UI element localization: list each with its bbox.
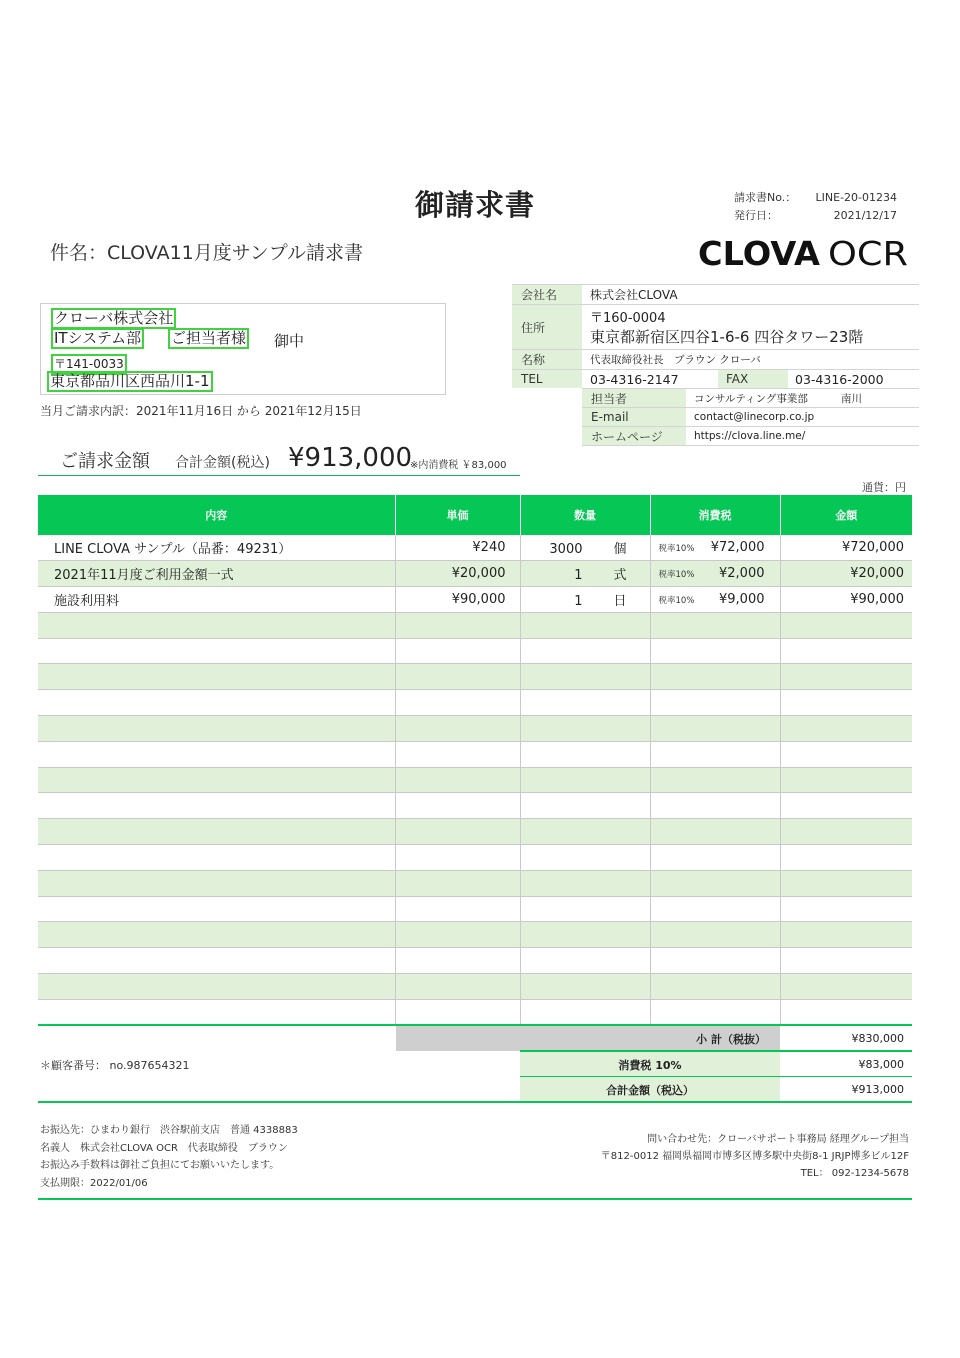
invoice-subject: 件名：CLOVA11月度サンプル請求書 xyxy=(50,242,364,264)
empty-cell xyxy=(650,767,780,793)
empty-cell xyxy=(780,896,912,922)
row-tax-value: ¥2,000 xyxy=(719,566,765,582)
row-tax-value: ¥72,000 xyxy=(710,540,765,556)
document-title: 御請求書 xyxy=(414,188,535,222)
empty-cell xyxy=(520,870,650,896)
customer-zip: 〒141-0033 xyxy=(51,354,127,375)
empty-cell xyxy=(38,922,395,948)
billing-period: 当月ご請求内訳：2021年11月16日 から 2021年12月15日 xyxy=(40,404,362,418)
empty-cell xyxy=(38,716,395,742)
empty-cell xyxy=(520,716,650,742)
empty-cell xyxy=(650,896,780,922)
issue-date-label: 発行日： xyxy=(734,209,778,222)
issuer-fax: 03-4316-2000 xyxy=(788,370,919,388)
empty-cell xyxy=(520,999,650,1025)
empty-cell xyxy=(520,845,650,871)
empty-cell xyxy=(38,845,395,871)
customer-department: ITシステム部 xyxy=(51,328,144,349)
header-unit-price: 単価 xyxy=(395,495,520,535)
customer-department-line xyxy=(51,328,144,349)
customer-company: クローバ株式会社 xyxy=(51,308,176,329)
table-row xyxy=(38,561,912,587)
customer-person-line xyxy=(168,328,249,349)
issue-date xyxy=(734,207,897,223)
empty-table-row xyxy=(38,845,912,871)
issuer-tel-row xyxy=(512,370,919,388)
invoice-number xyxy=(734,189,897,205)
empty-cell xyxy=(395,690,520,716)
issuer-email-label: E-mail xyxy=(582,408,686,426)
inquiry-address: 〒812-0012 福岡県福岡市博多区博多駅中央街8-1 JRJP博多ビル12F xyxy=(600,1151,909,1162)
issuer-address-block xyxy=(582,305,919,349)
issuer-company: 株式会社CLOVA xyxy=(582,285,919,304)
empty-cell xyxy=(395,819,520,845)
billing-amount xyxy=(38,440,520,476)
billing-total: ¥913,000 xyxy=(288,443,413,473)
issuer-homepage: https://clova.line.me/ xyxy=(686,427,919,445)
row-amount: ¥20,000 xyxy=(780,561,912,587)
empty-cell xyxy=(650,819,780,845)
empty-cell xyxy=(38,793,395,819)
empty-cell xyxy=(395,922,520,948)
empty-table-row xyxy=(38,741,912,767)
empty-cell xyxy=(395,896,520,922)
empty-cell xyxy=(520,690,650,716)
empty-cell xyxy=(520,948,650,974)
empty-cell xyxy=(780,870,912,896)
row-description: LINE CLOVA サンプル（品番：49231） xyxy=(38,535,395,561)
subtotal-value: ¥830,000 xyxy=(780,1026,912,1051)
empty-cell xyxy=(780,638,912,664)
empty-cell xyxy=(395,767,520,793)
empty-cell xyxy=(780,741,912,767)
bank-account: お振込先：ひまわり銀行 渋谷駅前支店 普通 4338883 xyxy=(40,1125,298,1136)
billing-total-label: 合計金額(税込) xyxy=(175,455,270,471)
row-tax-rate: 税率10% xyxy=(658,570,695,581)
row-qty-unit: 日 xyxy=(613,593,627,609)
empty-cell xyxy=(395,638,520,664)
empty-cell xyxy=(38,612,395,638)
issuer-contact-label: 担当者 xyxy=(582,389,686,407)
empty-table-row xyxy=(38,716,912,742)
empty-cell xyxy=(650,793,780,819)
inquiry-info xyxy=(520,1131,909,1182)
empty-table-row xyxy=(38,793,912,819)
empty-cell xyxy=(38,999,395,1025)
empty-cell xyxy=(395,999,520,1025)
row-description: 2021年11月度ご利用金額一式 xyxy=(38,561,395,587)
subtotal-row xyxy=(396,1026,912,1051)
tax-total-value: ¥83,000 xyxy=(780,1052,912,1077)
issue-date-value: 2021/12/17 xyxy=(833,209,897,222)
empty-cell xyxy=(38,948,395,974)
empty-table-row xyxy=(38,664,912,690)
issuer-name: 代表取締役社長 ブラウン クローバ xyxy=(582,350,919,369)
empty-cell xyxy=(780,612,912,638)
empty-cell xyxy=(38,767,395,793)
empty-cell xyxy=(395,716,520,742)
clova-ocr-logo xyxy=(698,234,910,270)
row-quantity xyxy=(520,535,650,561)
issuer-tel: 03-4316-2147 xyxy=(582,370,718,388)
empty-cell xyxy=(520,612,650,638)
row-qty-value: 3000 xyxy=(549,542,583,558)
issuer-contact xyxy=(686,389,919,407)
empty-cell xyxy=(780,819,912,845)
empty-cell xyxy=(38,896,395,922)
empty-table-row xyxy=(38,819,912,845)
grand-total-row xyxy=(520,1077,912,1102)
customer-suffix: 御中 xyxy=(274,332,305,350)
empty-cell xyxy=(650,999,780,1025)
header-amount: 金額 xyxy=(780,495,912,535)
empty-cell xyxy=(38,690,395,716)
customer-company-line xyxy=(51,308,176,329)
empty-cell xyxy=(780,845,912,871)
customer-number: ＊顧客番号： no.987654321 xyxy=(40,1059,190,1072)
fee-note: お振込み手数料は御社ご負担にてお願いいたします。 xyxy=(40,1160,280,1171)
empty-cell xyxy=(395,974,520,1000)
billing-label: ご請求金額 xyxy=(60,451,150,472)
empty-cell xyxy=(650,974,780,1000)
empty-cell xyxy=(395,793,520,819)
empty-cell xyxy=(395,948,520,974)
payment-info xyxy=(40,1122,298,1192)
invoice-number-label: 請求書No.： xyxy=(734,191,797,204)
billing-tax-note: ※内消費税 ￥83,000 xyxy=(410,460,507,471)
customer-person: ご担当者様 xyxy=(168,328,249,349)
issuer-tel-label: TEL xyxy=(512,370,582,388)
row-unit-price: ¥90,000 xyxy=(395,587,520,613)
row-description: 施設利用料 xyxy=(38,587,395,613)
empty-cell xyxy=(650,638,780,664)
row-tax xyxy=(650,561,780,587)
empty-cell xyxy=(395,612,520,638)
row-tax xyxy=(650,587,780,613)
issuer-address: 東京都新宿区四谷1-6-6 四谷タワー23階 xyxy=(590,328,864,346)
empty-cell xyxy=(780,974,912,1000)
empty-cell xyxy=(520,896,650,922)
issuer-contact-dept: コンサルティング事業部 xyxy=(694,392,808,405)
header-tax: 消費税 xyxy=(650,495,780,535)
inquiry-tel: TEL： 092-1234-5678 xyxy=(800,1168,909,1179)
row-qty-value: 1 xyxy=(574,593,583,609)
empty-cell xyxy=(520,767,650,793)
empty-cell xyxy=(650,922,780,948)
empty-table-row xyxy=(38,690,912,716)
row-qty-value: 1 xyxy=(574,568,583,584)
row-amount: ¥90,000 xyxy=(780,587,912,613)
empty-table-row xyxy=(38,974,912,1000)
currency-note: 通貨：円 xyxy=(862,481,906,494)
empty-table-row xyxy=(38,896,912,922)
issuer-homepage-label: ホームページ xyxy=(582,427,686,445)
issuer-address-label: 住所 xyxy=(512,305,582,349)
row-quantity xyxy=(520,587,650,613)
tax-total-label: 消費税 10% xyxy=(520,1052,780,1077)
row-tax-rate: 税率10% xyxy=(658,595,695,606)
empty-cell xyxy=(395,870,520,896)
empty-cell xyxy=(520,819,650,845)
empty-table-row xyxy=(38,999,912,1025)
row-tax-value: ¥9,000 xyxy=(719,591,765,607)
empty-table-row xyxy=(38,638,912,664)
empty-cell xyxy=(38,741,395,767)
account-holder: 名義人 株式会社CLOVA OCR 代表取締役 ブラウン xyxy=(40,1142,288,1154)
empty-cell xyxy=(395,741,520,767)
empty-cell xyxy=(650,716,780,742)
tax-total-row xyxy=(520,1052,912,1077)
footer-rule xyxy=(38,1198,912,1200)
issuer-address-row xyxy=(512,305,919,350)
empty-cell xyxy=(650,870,780,896)
empty-cell xyxy=(520,664,650,690)
payment-deadline: 支払期限：2022/01/06 xyxy=(40,1177,148,1189)
empty-cell xyxy=(780,716,912,742)
customer-address: 東京都品川区西品川1-1 xyxy=(47,371,213,392)
empty-cell xyxy=(780,690,912,716)
issuer-email: contact@linecorp.co.jp xyxy=(686,408,919,426)
empty-cell xyxy=(780,948,912,974)
row-qty-unit: 式 xyxy=(613,568,627,584)
empty-cell xyxy=(38,819,395,845)
issuer-company-label: 会社名 xyxy=(512,285,582,304)
header-quantity: 数量 xyxy=(520,495,650,535)
svg-text:OCR: OCR xyxy=(828,234,908,270)
empty-cell xyxy=(38,974,395,1000)
empty-table-row xyxy=(38,922,912,948)
empty-cell xyxy=(38,870,395,896)
empty-cell xyxy=(650,948,780,974)
empty-cell xyxy=(650,690,780,716)
empty-cell xyxy=(395,845,520,871)
row-qty-unit: 個 xyxy=(613,542,627,558)
customer-address-line xyxy=(47,371,213,392)
issuer-name-row xyxy=(512,350,919,370)
empty-cell xyxy=(650,612,780,638)
totals-bottom-rule xyxy=(38,1101,912,1103)
empty-cell xyxy=(780,922,912,948)
empty-cell xyxy=(38,638,395,664)
table-header-row xyxy=(38,495,912,535)
empty-cell xyxy=(520,974,650,1000)
empty-cell xyxy=(780,664,912,690)
issuer-zip: 〒160-0004 xyxy=(590,311,666,326)
table-row xyxy=(38,587,912,613)
empty-cell xyxy=(650,741,780,767)
empty-table-row xyxy=(38,767,912,793)
empty-cell xyxy=(38,664,395,690)
inquiry-contact: 問い合わせ先：クローバサポート事務局 経理グループ担当 xyxy=(647,1134,909,1145)
empty-table-row xyxy=(38,948,912,974)
issuer-homepage-row xyxy=(582,427,919,446)
row-amount: ¥720,000 xyxy=(780,535,912,561)
empty-cell xyxy=(650,664,780,690)
empty-cell xyxy=(395,664,520,690)
empty-cell xyxy=(520,922,650,948)
issuer-email-row xyxy=(582,408,919,427)
empty-cell xyxy=(780,793,912,819)
row-tax-rate: 税率10% xyxy=(658,544,695,555)
row-unit-price: ¥20,000 xyxy=(395,561,520,587)
row-unit-price: ¥240 xyxy=(395,535,520,561)
row-tax xyxy=(650,535,780,561)
svg-text:CLOVA: CLOVA xyxy=(698,234,821,270)
empty-cell xyxy=(780,999,912,1025)
subtotal-label: 小 計（税抜） xyxy=(396,1026,780,1051)
issuer-company-row xyxy=(512,284,919,305)
empty-cell xyxy=(780,767,912,793)
empty-cell xyxy=(650,845,780,871)
invoice-number-value: LINE-20-01234 xyxy=(815,191,897,204)
items-table xyxy=(38,495,912,1026)
empty-cell xyxy=(520,638,650,664)
issuer-name-label: 名称 xyxy=(512,350,582,369)
grand-total-value: ¥913,000 xyxy=(780,1077,912,1102)
issuer-contact-name: 南川 xyxy=(841,392,862,405)
empty-cell xyxy=(520,793,650,819)
grand-total-label: 合計金額（税込） xyxy=(520,1077,780,1102)
header-description: 内容 xyxy=(38,495,395,535)
issuer-fax-label: FAX xyxy=(718,370,788,388)
table-row xyxy=(38,535,912,561)
row-quantity xyxy=(520,561,650,587)
issuer-contact-row xyxy=(582,388,919,408)
empty-cell xyxy=(520,741,650,767)
empty-table-row xyxy=(38,612,912,638)
empty-table-row xyxy=(38,870,912,896)
